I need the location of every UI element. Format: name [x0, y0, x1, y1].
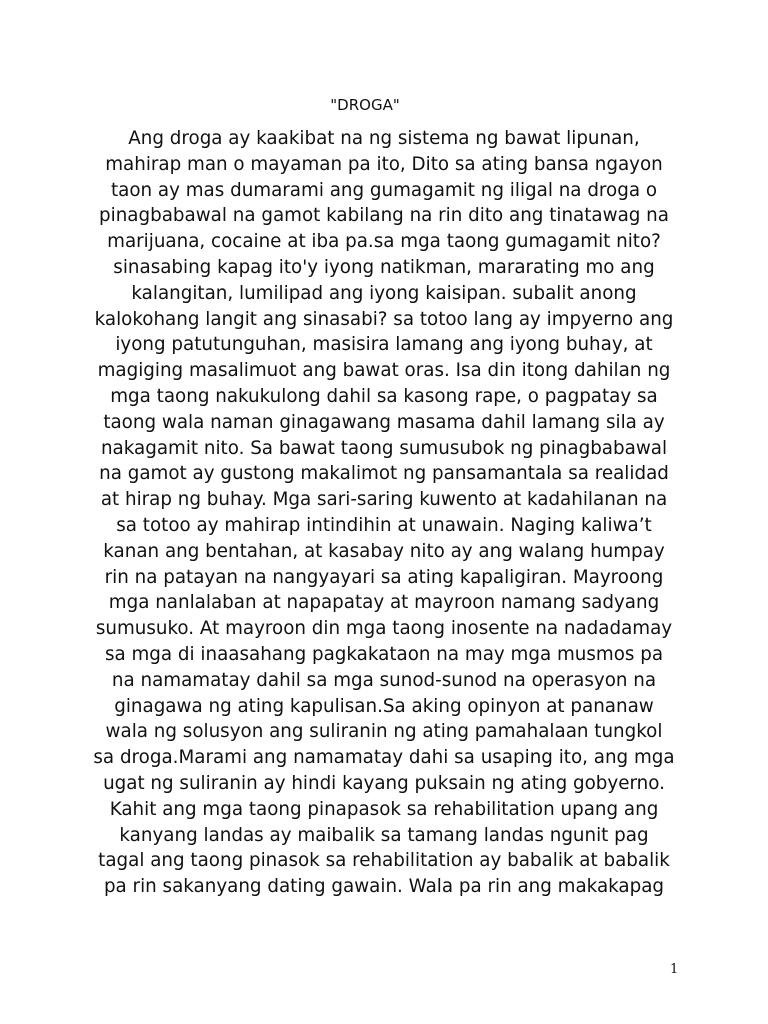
text-line: taon ay mas dumarami ang gumagamit ng iligal na droga o — [110, 179, 658, 201]
text-line: na gamot ay gustong makalimot ng pansamantala sa realidad — [99, 463, 669, 485]
page-title: "DROGA" — [330, 96, 400, 114]
text-line: Ang droga ay kaakibat na ng sistema ng bawat lipunan, — [128, 128, 640, 149]
text-line: rin na patayan na nangyayari sa ating kapaligiran. Mayroong — [104, 566, 664, 588]
text-line: sinasabing kapag ito'y iyong natikman, mararating mo ang — [113, 256, 655, 278]
text-line: tagal ang taong pinasok sa rehabilitation ay babalik at babalik — [98, 850, 670, 872]
text-line: mga taong nakukulong dahil sa kasong rape, o pagpatay sa — [110, 385, 658, 407]
text-line: pinagbabawal na gamot kabilang na rin dito ang tinatawag na — [99, 205, 669, 227]
text-line: Kahit ang mga taong pinapasok sa rehabilitation upang ang — [109, 798, 659, 820]
text-line: marijuana, cocaine at iba pa.sa mga taong gumagamit nito? — [107, 231, 661, 253]
text-line: na namamatay dahil sa mga sunod-sunod na operasyon na — [111, 669, 657, 691]
text-line: sa mga di inaasahang pagkakataon na may mga musmos pa — [104, 643, 664, 665]
text-line: nakagamit nito. Sa bawat taong sumusubok ng pinagbabawal — [100, 437, 668, 459]
text-line: magiging masalimuot ang bawat oras. Isa din itong dahilan ng — [97, 360, 671, 382]
body-paragraph — [88, 126, 680, 900]
text-line: kanan ang bentahan, at kasabay nito ay ang walang humpay — [103, 540, 665, 562]
page-number: 1 — [670, 962, 679, 977]
text-line: pa rin sakanyang dating gawain. Wala pa rin ang makakapag — [103, 876, 665, 898]
text-line: iyong patutunguhan, masisira lamang ang iyong buhay, at — [115, 334, 653, 356]
text-line: taong wala naman ginagawang masama dahil lamang sila ay — [103, 411, 665, 433]
text-line: at hirap ng buhay. Mga sari-saring kuwento at kadahilanan na — [100, 489, 668, 511]
text-line: ginagawa ng ating kapulisan.Sa aking opinyon at pananaw — [114, 695, 654, 717]
text-line: kalokohang langit ang sinasabi? sa totoo lang ay impyerno ang — [94, 308, 674, 330]
text-line: kanyang landas ay maibalik sa tamang landas ngunit pag — [119, 824, 649, 846]
text-line: sumusuko. At mayroon din mga taong inosente na nadadamay — [95, 618, 673, 640]
text-line: mga nanlalaban at napapatay at mayroon namang sadyang — [108, 592, 660, 614]
text-line: mahirap man o mayaman pa ito, Dito sa ating bansa ngayon — [105, 153, 663, 175]
text-line: ugat ng suliranin ay hindi kayang puksain ng ating gobyerno. — [103, 772, 665, 794]
text-line: kalangitan, lumilipad ang iyong kaisipan. subalit anong — [131, 282, 637, 304]
text-line: wala ng solusyon ang suliranin ng ating pamahalaan tungkol — [105, 721, 663, 743]
text-line: sa totoo ay mahirap intindihin at unawain. Naging kaliwa’t — [116, 514, 652, 536]
text-line: sa droga.Marami ang namamatay dahi sa usaping ito, ang mga — [93, 747, 675, 769]
